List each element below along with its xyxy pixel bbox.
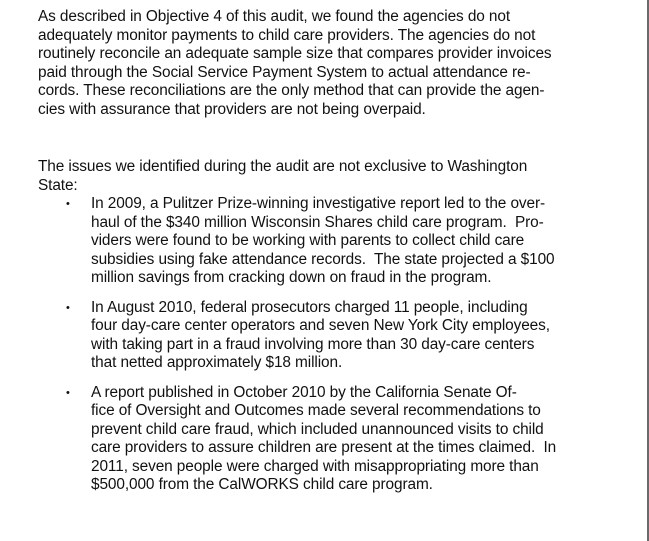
bullet-item-new-york	[0, 299, 556, 373]
text-line: paid through the Social Service Payment System to actual attendance re-	[38, 63, 531, 81]
text-line: In August 2010, federal prosecutors charged 11 people, including	[91, 298, 528, 316]
text-line: cords. These reconciliations are the only method that can provide the agen-	[38, 82, 545, 99]
text-line: routinely reconcile an adequate sample size that compares provider invoices	[38, 45, 552, 62]
text-line: million savings from cracking down on fraud in the program.	[91, 269, 492, 286]
bullet-symbol: •	[66, 301, 70, 314]
text-line: 2011, seven people were charged with misappropriating more than	[91, 457, 539, 475]
bullet-item-wisconsin	[0, 195, 556, 288]
text-line: that netted approximately $18 million.	[91, 354, 343, 371]
text-line: The issues we identified during the audit are not exclusive to Washington	[38, 158, 528, 175]
text-line: adequately monitor payments to child care providers. The agencies do not	[38, 26, 536, 44]
bullet-list	[0, 195, 556, 506]
text-line: In 2009, a Pulitzer Prize-winning investigative report led to the over-	[91, 195, 546, 212]
text-line: prevent child care fraud, which included unannounced visits to child	[91, 420, 544, 438]
bullet-item-california	[0, 384, 556, 495]
text-line: cies with assurance that providers are not being overpaid.	[38, 100, 426, 118]
text-line: care providers to assure children are present at the times claimed. In	[91, 439, 557, 456]
text-line: haul of the $340 million Wisconsin Shares child care program. Pro-	[91, 213, 544, 231]
text-line: $500,000 from the CalWORKS child care program.	[91, 476, 433, 493]
bullet-symbol: •	[66, 386, 70, 399]
text-line: with taking part in a fraud involving more than 30 day-care centers	[91, 335, 535, 353]
bullet-symbol: •	[66, 198, 70, 210]
text-line: subsidies using fake attendance records. The state projected a $100	[91, 250, 555, 268]
text-line: A report published in October 2010 by the California Senate Of-	[91, 383, 517, 401]
text-line: fice of Oversight and Outcomes made several recommendations to	[91, 402, 541, 419]
text-line: State:	[38, 176, 78, 194]
text-line: As described in Objective 4 of this audit, we found the agencies do not	[38, 8, 511, 25]
paragraph-issues-intro	[38, 158, 527, 195]
text-line: four day-care center operators and seven New York City employees,	[91, 317, 550, 334]
paragraph-monitoring	[38, 8, 552, 119]
text-line: viders were found to be working with parents to collect child care	[91, 232, 525, 249]
